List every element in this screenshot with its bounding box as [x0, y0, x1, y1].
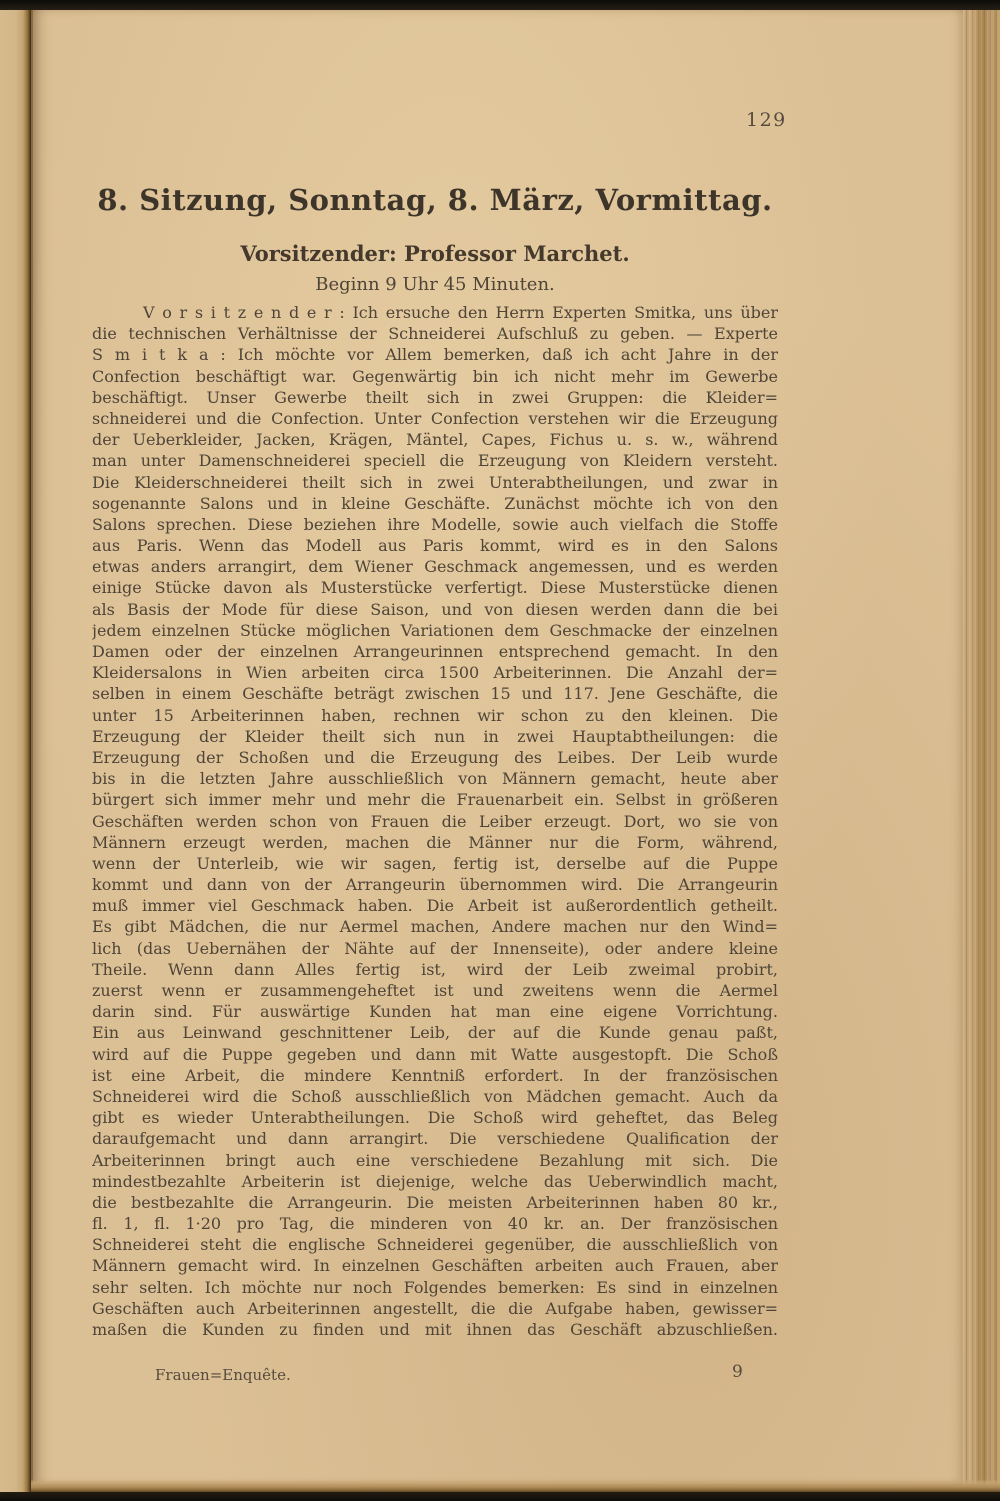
text-line: aus Paris. Wenn das Modell aus Paris kommt, wird es in den Salons [92, 536, 778, 556]
footer-sheet-number: 9 [732, 1362, 743, 1382]
text-line: Damen oder der einzelnen Arrangeurinnen entsprechend gemacht. In den [92, 642, 778, 661]
text-line: Arbeiterinnen bringt auch eine verschiedene Bezahlung mit sich. Die [92, 1150, 778, 1170]
text-line: maßen die Kunden zu finden und mit ihnen das Geschäft abzuschließen. [92, 1320, 778, 1339]
text-line: bürgert sich immer mehr und mehr die Frauenarbeit ein. Selbst in größeren [92, 790, 778, 810]
text-line: Salons sprechen. Diese beziehen ihre Modelle, sowie auch vielfach die Stoffe [92, 514, 778, 534]
text-line: Schneiderei wird die Schoß ausschließlich von Mädchen gemacht. Auch da [92, 1086, 778, 1106]
text-line: darin sind. Für auswärtige Kunden hat man eine eigene Vorrichtung. [92, 1002, 778, 1022]
text-line: daraufgemacht und dann arrangirt. Die verschiedene Qualification der [92, 1129, 778, 1149]
text-line: wenn der Unterleib, wie wir sagen, fertig ist, derselbe auf die Puppe [92, 853, 778, 873]
text-line: muß immer viel Geschmack haben. Die Arbeit ist außerordentlich getheilt. [92, 896, 778, 916]
session-start-time: Beginn 9 Uhr 45 Minuten. [315, 274, 555, 295]
text-line: man unter Damenschneiderei speciell die Erzeugung von Kleidern versteht. [92, 451, 778, 471]
text-line: V o r s i t z e n d e r : Ich ersuche den Herrn Experten Smitka, uns über [143, 303, 778, 322]
text-line: bis in die letzten Jahre ausschließlich von Männern gemacht, heute aber [92, 769, 778, 789]
text-line: der Ueberkleider, Jacken, Krägen, Mäntel, Capes, Fichus u. s. w., während [92, 430, 778, 450]
text-line: Männern gemacht wird. In einzelnen Geschäften arbeiten auch Frauen, aber [92, 1256, 778, 1276]
scan-edge-top [0, 0, 1000, 10]
text-line: sogenannte Salons und in kleine Geschäfte. Zunächst möchte ich von den [92, 493, 778, 513]
page-stack-edge-right [963, 10, 1000, 1492]
text-line: Ein aus Leinwand geschnittener Leib, der auf die Kunde genau paßt, [92, 1023, 778, 1043]
text-line: Männern erzeugt werden, machen die Männer nur die Form, während, [92, 832, 778, 852]
text-line: selben in einem Geschäfte beträgt zwischen 15 und 117. Jene Geschäfte, die [92, 684, 778, 704]
text-line: sehr selten. Ich möchte nur noch Folgendes bemerken: Es sind in einzelnen [92, 1277, 778, 1297]
text-line: ist eine Arbeit, die mindere Kenntniß erfordert. In der französischen [92, 1065, 778, 1085]
text-line: kommt und dann von der Arrangeurin übernommen wird. Die Arrangeurin [92, 875, 778, 895]
text-line: die bestbezahlte die Arrangeurin. Die meisten Arbeiterinnen haben 80 kr., [92, 1192, 778, 1212]
text-line: als Basis der Mode für diese Saison, und von diesen werden dann die bei [92, 599, 778, 619]
text-line: lich (das Uebernähen der Nähte auf der Innenseite), oder andere kleine [92, 938, 778, 958]
text-line: Schneiderei steht die englische Schneiderei gegenüber, die ausschließlich von [92, 1235, 778, 1255]
page-stack-edge-bottom [31, 1479, 1000, 1492]
footer-signature: Frauen=Enquête. [155, 1366, 291, 1384]
text-line: Erzeugung der Kleider theilt sich nun in zwei Hauptabtheilungen: die [92, 726, 778, 746]
book-page [31, 10, 963, 1492]
text-line: mindestbezahlte Arbeiterin ist diejenige, welche das Ueberwindlich macht, [92, 1171, 778, 1191]
text-line: fl. 1, fl. 1·20 pro Tag, die minderen von 40 kr. an. Der französischen [92, 1214, 778, 1234]
text-line: Geschäften auch Arbeiterinnen angestellt, die die Aufgabe haben, gewisser= [92, 1298, 778, 1318]
page-number: 129 [746, 109, 787, 131]
text-line: etwas anders arrangirt, dem Wiener Geschmack angemessen, und es werden [92, 557, 778, 577]
text-line: jedem einzelnen Stücke möglichen Variationen dem Geschmacke der einzelnen [92, 620, 778, 640]
text-line: Theile. Wenn dann Alles fertig ist, wird der Leib zweimal probirt, [92, 959, 778, 979]
text-line: Kleidersalons in Wien arbeiten circa 1500 Arbeiterinnen. Die Anzahl der= [92, 663, 778, 683]
session-heading: 8. Sitzung, Sonntag, 8. März, Vormittag. [97, 183, 773, 217]
text-line: unter 15 Arbeiterinnen haben, rechnen wir schon zu den kleinen. Die [92, 705, 778, 725]
text-line: Erzeugung der Schoßen und die Erzeugung des Leibes. Der Leib wurde [92, 747, 778, 767]
text-line: Es gibt Mädchen, die nur Aermel machen, Andere machen nur den Wind= [92, 917, 778, 937]
text-line: die technischen Verhältnisse der Schneiderei Aufschluß zu geben. — Experte [92, 324, 778, 344]
text-line: Confection beschäftigt war. Gegenwärtig bin ich nicht mehr im Gewerbe [92, 366, 778, 386]
text-line: beschäftigt. Unser Gewerbe theilt sich in zwei Gruppen: die Kleider= [92, 387, 778, 407]
text-line: wird auf die Puppe gegeben und dann mit Watte ausgestopft. Die Schoß [92, 1044, 778, 1064]
text-line: S m i t k a : Ich möchte vor Allem bemerken, daß ich acht Jahre in der [92, 345, 778, 365]
scan-edge-bottom [0, 1492, 1000, 1501]
body-text [92, 302, 778, 1340]
text-line: schneiderei und die Confection. Unter Confection verstehen wir die Erzeugung [92, 408, 778, 428]
text-line: zuerst wenn er zusammengeheftet ist und zweitens wenn die Aermel [92, 981, 778, 1000]
text-line: Geschäften werden schon von Frauen die Leiber erzeugt. Dort, wo sie von [92, 811, 778, 831]
text-line: Die Kleiderschneiderei theilt sich in zwei Unterabtheilungen, und zwar in [92, 472, 778, 492]
text-line: einige Stücke davon als Musterstücke verfertigt. Diese Musterstücke dienen [92, 578, 778, 598]
adjacent-page-edge [0, 10, 31, 1492]
chairman-line: Vorsitzender: Professor Marchet. [240, 241, 630, 266]
text-line: gibt es wieder Unterabtheilungen. Die Schoß wird geheftet, das Beleg [92, 1108, 778, 1128]
